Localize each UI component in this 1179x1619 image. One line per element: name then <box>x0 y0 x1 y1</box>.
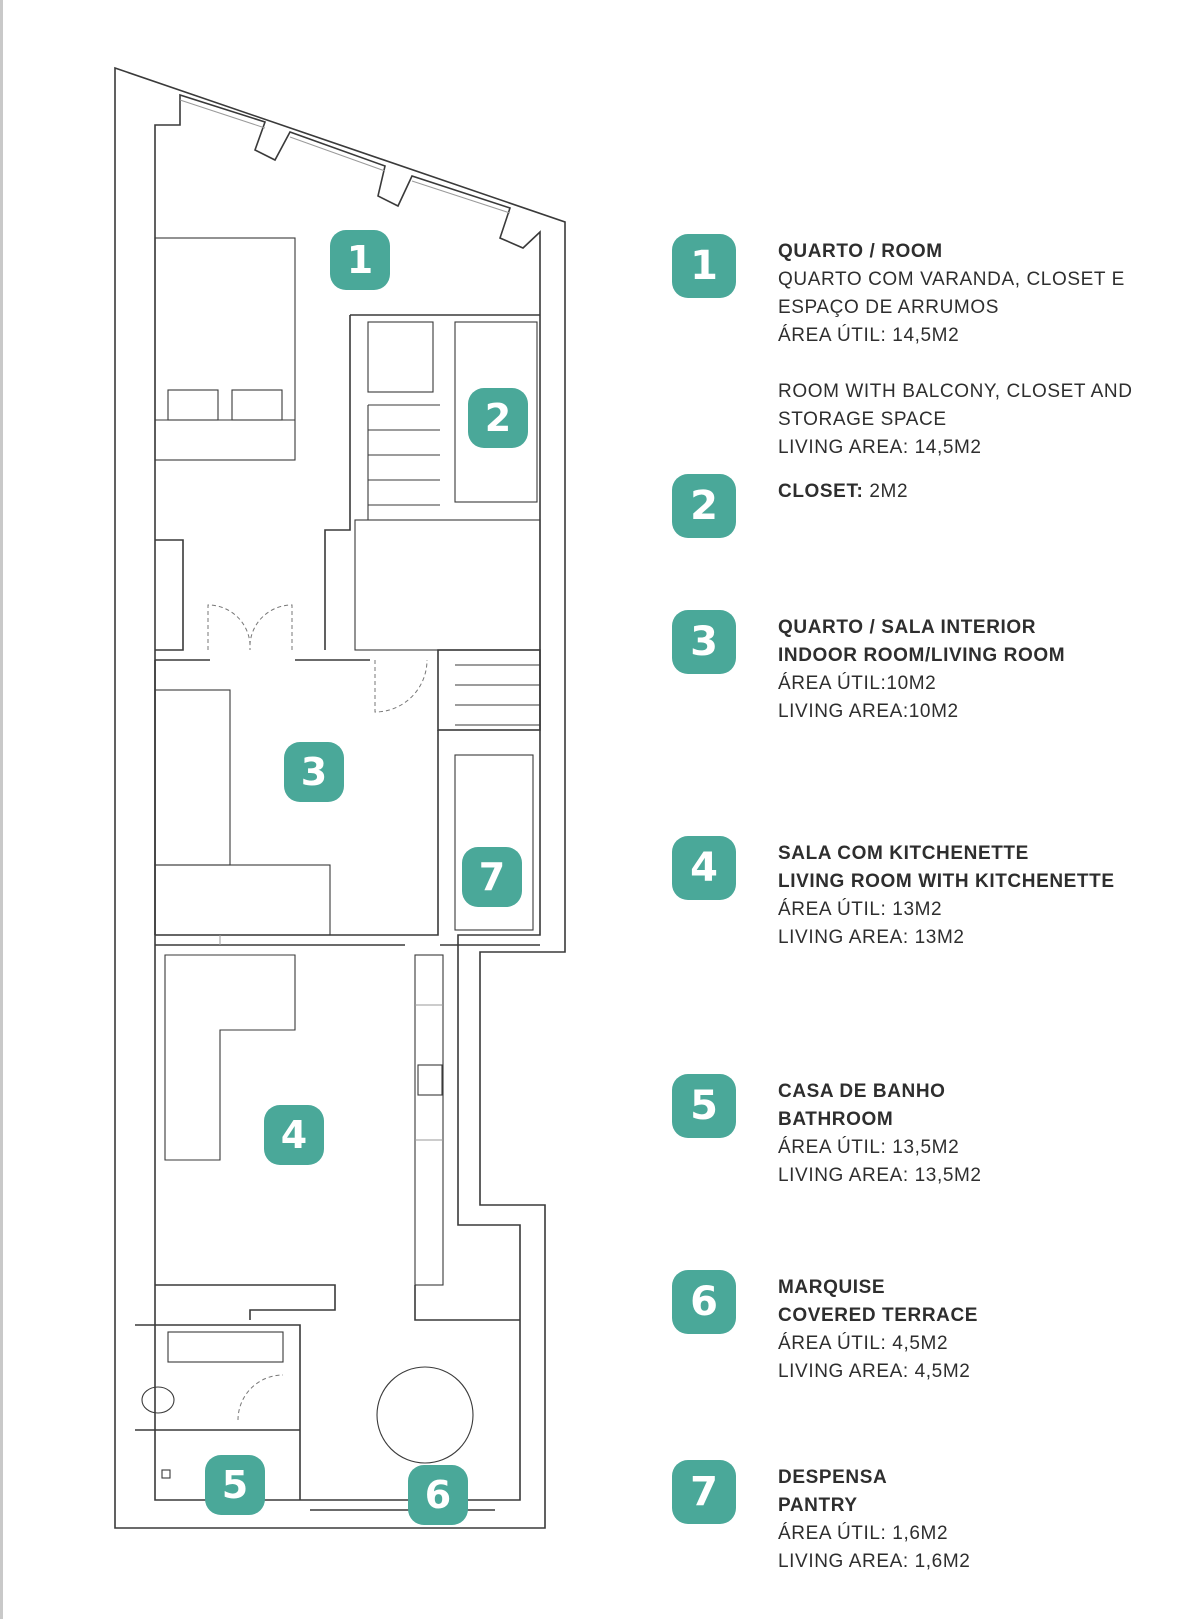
legend-title: LIVING ROOM WITH KITCHENETTE <box>778 871 1115 892</box>
legend-detail: LIVING AREA: 1,6M2 <box>778 1551 971 1572</box>
legend-title: CASA DE BANHO <box>778 1081 946 1102</box>
legend-title: CLOSET: <box>778 481 864 502</box>
legend-detail: 2M2 <box>863 481 909 502</box>
plan-badge-6: 6 <box>408 1465 468 1525</box>
vanity <box>168 1332 283 1362</box>
legend-detail: LIVING AREA: 14,5M2 <box>778 437 982 458</box>
table <box>155 865 330 935</box>
closet-block <box>368 322 433 392</box>
legend-badge: 5 <box>672 1074 736 1138</box>
legend-detail: QUARTO COM VARANDA, CLOSET E <box>778 269 1125 290</box>
legend-title: QUARTO / SALA INTERIOR <box>778 617 1037 638</box>
stairs-upper <box>368 405 440 520</box>
legend-detail: ÁREA ÚTIL: 4,5M2 <box>778 1333 949 1354</box>
legend-detail: ÁREA ÚTIL: 14,5M2 <box>778 325 960 346</box>
legend-detail: LIVING AREA: 13,5M2 <box>778 1165 982 1186</box>
legend-title: COVERED TERRACE <box>778 1305 979 1326</box>
room3-door <box>375 660 427 712</box>
plan-badge-4: 4 <box>264 1105 324 1165</box>
legend-detail: LIVING AREA:10M2 <box>778 701 959 722</box>
sink <box>418 1065 442 1095</box>
legend-badge: 4 <box>672 836 736 900</box>
plan-badge-3: 3 <box>284 742 344 802</box>
legend-badge: 7 <box>672 1460 736 1524</box>
legend-title: QUARTO / ROOM <box>778 241 943 262</box>
legend-title: BATHROOM <box>778 1109 894 1130</box>
pillow-left <box>168 390 218 420</box>
double-door <box>208 605 292 650</box>
bath-door <box>238 1375 283 1420</box>
legend-detail: ÁREA ÚTIL: 1,6M2 <box>778 1523 949 1544</box>
pillow-right <box>232 390 282 420</box>
legend-title: INDOOR ROOM/LIVING ROOM <box>778 645 1066 666</box>
plan-badge-5: 5 <box>205 1455 265 1515</box>
legend-detail: ÁREA ÚTIL: 13M2 <box>778 899 943 920</box>
legend-title: MARQUISE <box>778 1277 886 1298</box>
legend-badge: 3 <box>672 610 736 674</box>
legend-badge: 2 <box>672 474 736 538</box>
bed <box>155 238 295 460</box>
plan-badge-7: 7 <box>462 847 522 907</box>
toilet <box>142 1387 174 1413</box>
inner-wall <box>155 95 540 1500</box>
round-table <box>377 1367 473 1463</box>
plan-badge-1: 1 <box>330 230 390 290</box>
legend-detail: LIVING AREA: 4,5M2 <box>778 1361 971 1382</box>
legend-badge: 6 <box>672 1270 736 1334</box>
legend-badge: 1 <box>672 234 736 298</box>
legend-detail: ROOM WITH BALCONY, CLOSET AND <box>778 381 1133 402</box>
stairs-lower <box>455 665 540 725</box>
legend-detail: ESPAÇO DE ARRUMOS <box>778 297 999 318</box>
plan-badge-2: 2 <box>468 388 528 448</box>
sofa <box>155 690 230 865</box>
legend-title: SALA COM KITCHENETTE <box>778 843 1029 864</box>
legend-detail: ÁREA ÚTIL:10M2 <box>778 673 937 694</box>
legend-detail: STORAGE SPACE <box>778 409 947 430</box>
legend-detail: LIVING AREA: 13M2 <box>778 927 965 948</box>
legend-detail: ÁREA ÚTIL: 13,5M2 <box>778 1137 960 1158</box>
legend-title: DESPENSA <box>778 1467 888 1488</box>
legend-title: PANTRY <box>778 1495 858 1516</box>
